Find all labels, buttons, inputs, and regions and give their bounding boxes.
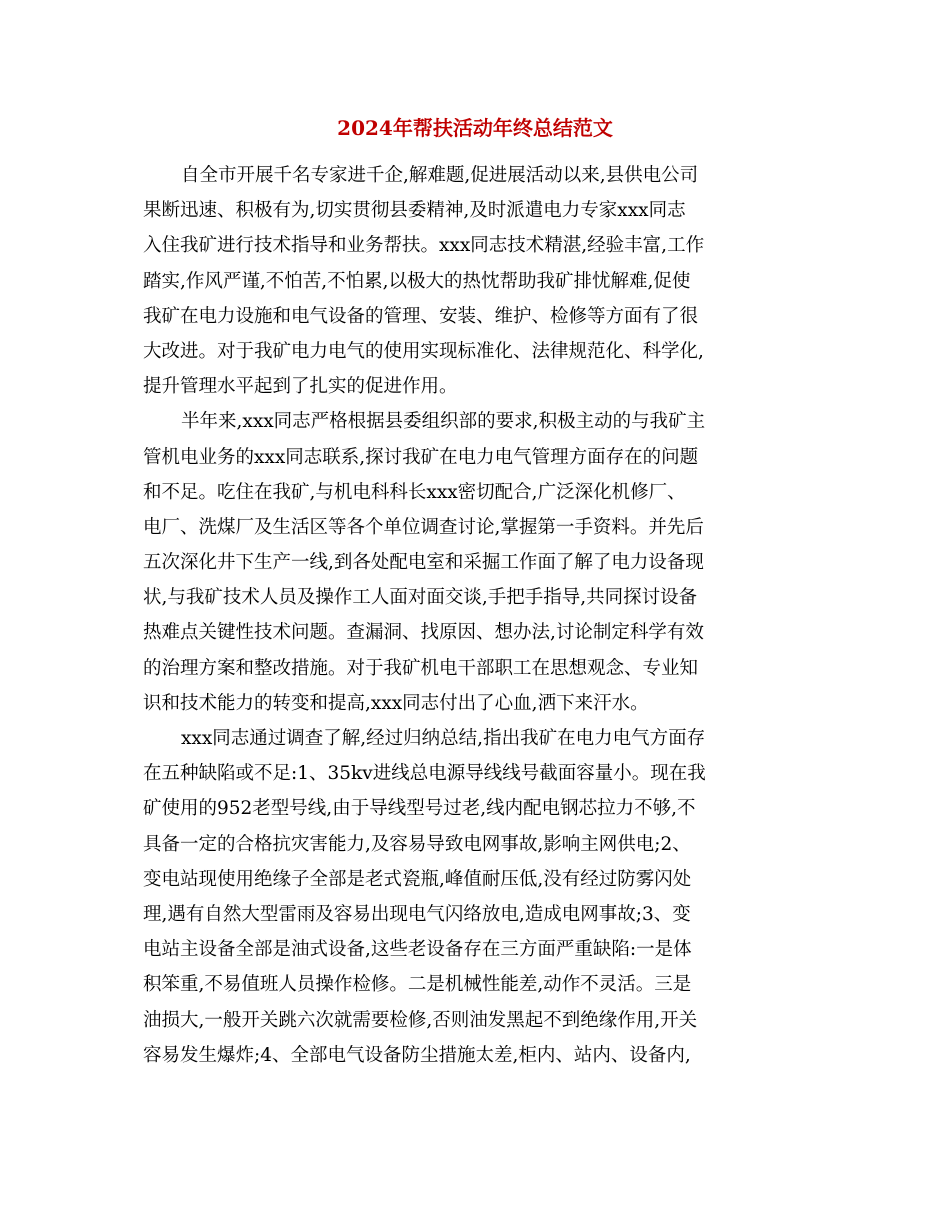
text-line: 电厂、洗煤厂及生活区等各个单位调查讨论,掌握第一手资料。并先后 (143, 516, 704, 538)
text-line: 油损大,一般开关跳六次就需要检修,否则油发黑起不到绝缘作用,开关 (143, 1009, 698, 1031)
text-line: 管机电业务的xxx同志联系,探讨我矿在电力电气管理方面存在的问题 (143, 446, 699, 468)
paragraph-3 (143, 721, 809, 1073)
text-line: 具备一定的合格抗灾害能力,及容易导致电网事故,影响主网供电;2、 (143, 833, 691, 855)
text-line: 和不足。吃住在我矿,与机电科科长xxx密切配合,广泛深化机修厂、 (143, 481, 686, 503)
text-line: 的治理方案和整改措施。对于我矿机电干部职工在思想观念、专业知 (143, 657, 699, 679)
text-line: 电站主设备全部是油式设备,这些老设备存在三方面严重缺陷:一是体 (143, 939, 692, 961)
text-line: 理,遇有自然大型雷雨及容易出现电气闪络放电,造成电网事故;3、变 (143, 903, 691, 925)
text-line: 果断迅速、积极有为,切实贯彻县委精神,及时派遣电力专家xxx同志 (143, 200, 686, 222)
text-line: 我矿在电力设施和电气设备的管理、安装、维护、检修等方面有了很 (143, 305, 699, 327)
text-line: 自全市开展千名专家进千企,解难题,促进展活动以来,县供电公司 (181, 165, 699, 186)
text-line: 热难点关键性技术问题。查漏洞、找原因、想办法,讨论制定科学有效 (143, 622, 704, 644)
text-line: 识和技术能力的转变和提高,xxx同志付出了心血,洒下来汗水。 (143, 692, 649, 714)
text-line: 踏实,作风严谨,不怕苦,不怕累,以极大的热忱帮助我矿排忧解难,促使 (143, 270, 691, 292)
text-line: 大改进。对于我矿电力电气的使用实现标准化、法律规范化、科学化, (143, 340, 704, 362)
text-line: 容易发生爆炸;4、全部电气设备防尘措施太差,柜内、站内、设备内, (143, 1044, 691, 1066)
document-body (143, 158, 809, 1073)
text-line: 五次深化井下生产一线,到各处配电室和采掘工作面了解了电力设备现 (143, 552, 704, 574)
text-line: 半年来,xxx同志严格根据县委组织部的要求,积极主动的与我矿主 (181, 411, 706, 433)
paragraph-2 (143, 404, 809, 721)
text-line: 变电站现使用绝缘子全部是老式瓷瓶,峰值耐压低,没有经过防雾闪处 (143, 868, 692, 890)
document-title: 2024年帮扶活动年终总结范文 (337, 116, 613, 140)
text-line: xxx同志通过调查了解,经过归纳总结,指出我矿在电力电气方面存 (181, 728, 706, 749)
text-line: 状,与我矿技术人员及操作工人面对面交谈,手把手指导,共同探讨设备 (143, 587, 698, 609)
text-line: 矿使用的952老型号线,由于导线型号过老,线内配电钢芯拉力不够,不 (143, 798, 696, 820)
text-line: 入住我矿进行技术指导和业务帮扶。xxx同志技术精湛,经验丰富,工作 (143, 235, 705, 257)
text-line: 积笨重,不易值班人员操作检修。二是机械性能差,动作不灵活。三是 (143, 974, 692, 996)
text-line: 提升管理水平起到了扎实的促进作用。 (143, 376, 458, 398)
paragraph-1 (143, 158, 809, 404)
text-line: 在五种缺陷或不足:1、35kv进线总电源导线线号截面容量小。现在我 (143, 763, 706, 785)
